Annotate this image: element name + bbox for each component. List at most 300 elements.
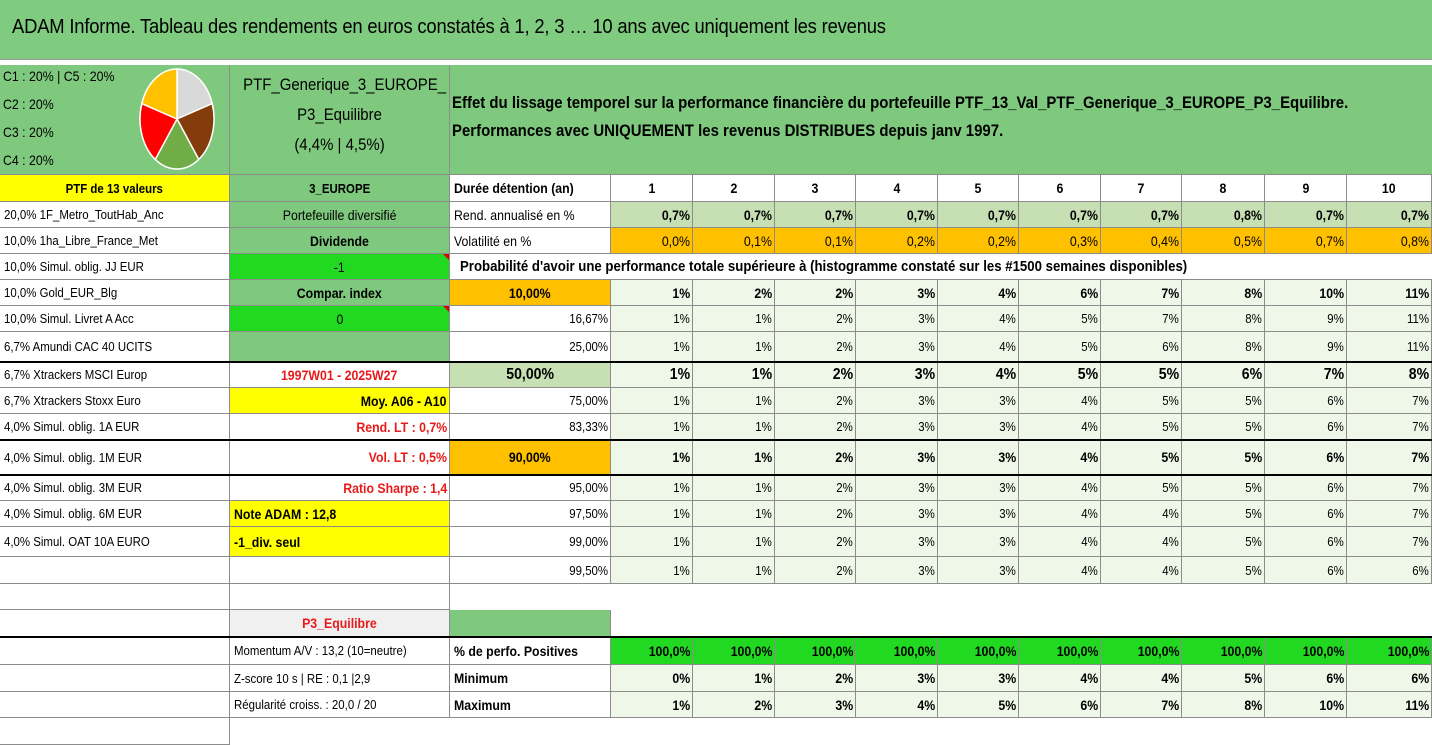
- portfolio-type: [230, 202, 450, 228]
- empty-left-cell: [0, 637, 230, 665]
- year-header: [611, 175, 693, 202]
- momentum-text: Momentum A/V : 13,2 (10=neutre): [234, 643, 407, 658]
- vol-value: [938, 228, 1019, 254]
- probability-value-text: 3%: [999, 480, 1016, 495]
- year-header-text: 2: [730, 180, 737, 196]
- maximum-value: [1182, 692, 1265, 718]
- probability-value: [1182, 557, 1265, 584]
- probability-value: [1347, 527, 1432, 557]
- probability-value-text: 7%: [1412, 419, 1429, 434]
- year-header: [1347, 175, 1432, 202]
- probability-value-text: 3%: [998, 449, 1016, 465]
- probability-value: [1101, 440, 1182, 475]
- profile-swatch: [450, 610, 611, 637]
- probability-value: [1101, 557, 1182, 584]
- rend-lt: [230, 414, 450, 440]
- vol-value: [693, 228, 775, 254]
- probability-value-text: 1%: [755, 339, 772, 354]
- empty-mid-cell: [230, 332, 450, 362]
- probability-value-text: 2%: [836, 419, 853, 434]
- probability-threshold-text: 90,00%: [509, 449, 551, 465]
- probability-value: [1019, 501, 1101, 527]
- probability-value-text: 4%: [1080, 449, 1098, 465]
- probability-value: [1182, 501, 1265, 527]
- income-type: [230, 228, 450, 254]
- rend-value-text: 0,7%: [824, 206, 853, 223]
- probability-value: [1182, 332, 1265, 362]
- probability-value: [1347, 501, 1432, 527]
- probability-value: [1101, 280, 1182, 306]
- pie-legend-c1-c5: C1 : 20% | C5 : 20%: [3, 68, 115, 84]
- year-header-text: 8: [1219, 180, 1227, 196]
- probability-value-text: 4%: [1162, 534, 1179, 549]
- probability-value: [1265, 306, 1347, 332]
- maximum-value: [693, 692, 775, 718]
- maximum-value: [1347, 692, 1432, 718]
- probability-value: [611, 280, 693, 306]
- probability-value-text: 1%: [673, 562, 690, 578]
- zero-flag-text: 0: [336, 310, 343, 327]
- probability-value-text: 1%: [751, 365, 772, 383]
- probability-threshold: [450, 475, 611, 501]
- vol-value-text: 0,1%: [743, 232, 772, 249]
- description-line2: Performances avec UNIQUEMENT les revenus DISTRIBUES depuis janv 1997.: [452, 121, 1004, 140]
- probability-value: [693, 501, 775, 527]
- ptf-count-label: [0, 175, 230, 202]
- minimum-label: [450, 665, 611, 692]
- minimum-label-text: Minimum: [454, 670, 509, 686]
- vol-value: [1101, 228, 1182, 254]
- year-header: [1019, 175, 1101, 202]
- probability-value: [1101, 475, 1182, 501]
- minimum-value: [1101, 665, 1182, 692]
- probability-value-text: 8%: [1245, 339, 1262, 354]
- probability-value: [856, 527, 938, 557]
- minimum-value-text: 3%: [917, 670, 935, 686]
- probability-threshold: [450, 414, 611, 440]
- rend-value-text: 0,7%: [906, 206, 935, 223]
- row-separator: [0, 439, 1432, 441]
- probability-value-text: 4%: [1162, 506, 1179, 521]
- probability-value: [1182, 306, 1265, 332]
- probability-value-text: 1%: [673, 419, 690, 434]
- probability-value-text: 2%: [836, 534, 853, 549]
- year-header-text: 4: [893, 180, 900, 196]
- row-separator: [0, 474, 1432, 476]
- holding-row-text: 10,0% Simul. Livret A Acc: [4, 311, 134, 326]
- pie-legend-c2: C2 : 20%: [3, 96, 54, 112]
- maximum-value-text: 2%: [754, 696, 772, 713]
- rend-value-text: 0,8%: [1233, 206, 1262, 223]
- positive-perf-value-text: 100,0%: [1056, 642, 1098, 659]
- probability-value-text: 8%: [1244, 284, 1262, 301]
- positive-perf-label: [450, 637, 611, 665]
- year-header: [775, 175, 856, 202]
- probability-value-text: 5%: [1162, 419, 1179, 434]
- rend-value-text: 0,7%: [1400, 206, 1429, 223]
- probability-value: [693, 362, 775, 388]
- probability-value-text: 6%: [1327, 419, 1344, 434]
- minimum-value-text: 0%: [672, 670, 690, 686]
- z-score-text: Z-score 10 s | RE : 0,1 |2,9: [234, 670, 371, 686]
- probability-value-text: 6%: [1412, 562, 1429, 578]
- holding-row-text: 10,0% 1ha_Libre_France_Met: [4, 233, 158, 248]
- probability-threshold: [450, 440, 611, 475]
- holding-row: [0, 362, 230, 388]
- allocation-pie-chart: [138, 67, 216, 171]
- rend-value-text: 0,7%: [1315, 206, 1344, 223]
- probability-value-text: 11%: [1405, 284, 1429, 301]
- probability-value: [1019, 440, 1101, 475]
- report-title-bar: [0, 0, 1432, 60]
- probability-value-text: 1%: [755, 506, 772, 521]
- probability-value-text: 8%: [1245, 311, 1262, 326]
- minimum-value: [693, 665, 775, 692]
- probability-value: [1019, 527, 1101, 557]
- probability-value: [938, 501, 1019, 527]
- probability-value-text: 4%: [999, 311, 1016, 326]
- probability-value: [1265, 527, 1347, 557]
- probability-value-text: 3%: [918, 393, 935, 408]
- vol-value: [775, 228, 856, 254]
- probability-value-text: 5%: [1245, 419, 1262, 434]
- holding-row-text: 4,0% Simul. oblig. 3M EUR: [4, 480, 142, 495]
- vol-lt-text: Vol. LT : 0,5%: [368, 449, 447, 465]
- sharpe-ratio-text: Ratio Sharpe : 1,4: [342, 479, 447, 496]
- positive-perf-value: [1101, 637, 1182, 665]
- rend-value: [856, 202, 938, 228]
- probability-value-text: 5%: [1245, 480, 1262, 495]
- probability-value-text: 5%: [1081, 311, 1098, 326]
- probability-value: [775, 362, 856, 388]
- probability-value: [775, 388, 856, 414]
- probability-value: [611, 414, 693, 440]
- vol-value: [1347, 228, 1432, 254]
- empty-left-cell: [0, 665, 230, 692]
- probability-value-text: 5%: [1245, 562, 1262, 578]
- probability-value-text: 5%: [1244, 449, 1262, 465]
- rend-value: [611, 202, 693, 228]
- probability-value: [1101, 306, 1182, 332]
- rend-lt-text: Rend. LT : 0,7%: [356, 418, 447, 435]
- profile-label-text: P3_Equilibre: [302, 615, 377, 631]
- probability-value-text: 7%: [1411, 449, 1429, 465]
- probability-value-text: 3%: [999, 562, 1016, 578]
- probability-value: [611, 557, 693, 584]
- positive-perf-label-text: % de perfo. Positives: [454, 642, 578, 659]
- vol-label-text: Volatilité en %: [454, 232, 532, 249]
- probability-value: [1101, 501, 1182, 527]
- probability-value: [1182, 527, 1265, 557]
- probability-threshold: [450, 306, 611, 332]
- probability-value-text: 2%: [836, 562, 853, 578]
- probability-value: [1182, 280, 1265, 306]
- minimum-value: [1265, 665, 1347, 692]
- period-range: [230, 362, 450, 388]
- holding-row: [0, 254, 230, 280]
- probability-value-text: 2%: [832, 365, 853, 383]
- probability-value: [693, 475, 775, 501]
- probability-value: [938, 527, 1019, 557]
- probability-value-text: 1%: [755, 562, 772, 578]
- probability-value: [693, 332, 775, 362]
- minimum-value-text: 3%: [998, 670, 1016, 686]
- holding-row-text: 10,0% Simul. oblig. JJ EUR: [4, 259, 144, 274]
- holding-row-text: 6,7% Xtrackers Stoxx Euro: [4, 393, 141, 408]
- probability-value: [1019, 280, 1101, 306]
- probability-threshold-text: 10,00%: [509, 284, 551, 301]
- probability-value: [1347, 440, 1432, 475]
- row-separator: [0, 361, 1432, 363]
- duration-label: [450, 175, 611, 202]
- positive-perf-value: [693, 637, 775, 665]
- probability-value: [1019, 332, 1101, 362]
- probability-value: [1019, 557, 1101, 584]
- probability-value: [856, 388, 938, 414]
- probability-value-text: 8%: [1408, 365, 1429, 383]
- probability-threshold: [450, 501, 611, 527]
- probability-value: [1182, 414, 1265, 440]
- probability-value: [693, 280, 775, 306]
- probability-value-text: 1%: [672, 449, 690, 465]
- empty-left-cell: [0, 692, 230, 718]
- positive-perf-value-text: 100,0%: [893, 642, 935, 659]
- probability-value: [611, 388, 693, 414]
- probability-value-text: 2%: [836, 506, 853, 521]
- probability-value: [611, 475, 693, 501]
- probability-value-text: 7%: [1412, 534, 1429, 549]
- minimum-value: [938, 665, 1019, 692]
- minimum-value-text: 1%: [754, 670, 772, 686]
- probability-value: [1019, 306, 1101, 332]
- rend-value-text: 0,7%: [1069, 206, 1098, 223]
- probability-value: [693, 306, 775, 332]
- pie-legend-c3: C3 : 20%: [3, 124, 54, 140]
- positive-perf-value-text: 100,0%: [1387, 642, 1429, 659]
- probability-value-text: 2%: [836, 339, 853, 354]
- probability-value-text: 1%: [669, 365, 690, 383]
- probability-value-text: 2%: [836, 311, 853, 326]
- probability-value: [1101, 362, 1182, 388]
- rend-value: [938, 202, 1019, 228]
- probability-threshold: [450, 388, 611, 414]
- vol-value-text: 0,2%: [906, 232, 935, 249]
- ptf-count-label-text: PTF de 13 valeurs: [65, 180, 164, 196]
- year-header: [1182, 175, 1265, 202]
- probability-value: [611, 332, 693, 362]
- vol-value-text: 0,5%: [1233, 232, 1262, 249]
- probability-title: [450, 254, 1432, 280]
- allocation-pie-cell: [0, 65, 230, 175]
- adam-note: [230, 501, 450, 527]
- probability-value: [1347, 475, 1432, 501]
- probability-value: [1265, 475, 1347, 501]
- probability-value-text: 6%: [1327, 534, 1344, 549]
- probability-value: [611, 362, 693, 388]
- income-type-text: Dividende: [310, 232, 369, 249]
- holding-row: [0, 332, 230, 362]
- probability-value: [1347, 557, 1432, 584]
- probability-value-text: 7%: [1412, 393, 1429, 408]
- zero-flag: [230, 306, 450, 332]
- probability-value: [1265, 388, 1347, 414]
- vol-value-text: 0,2%: [987, 232, 1016, 249]
- rend-label-text: Rend. annualisé en %: [454, 206, 575, 223]
- vol-value-text: 0,0%: [661, 232, 690, 249]
- probability-value-text: 3%: [918, 562, 935, 578]
- probability-value: [856, 306, 938, 332]
- momentum: [230, 637, 450, 665]
- probability-value: [856, 557, 938, 584]
- probability-threshold: [450, 557, 611, 584]
- maximum-value-text: 10%: [1319, 696, 1344, 713]
- probability-value-text: 3%: [999, 393, 1016, 408]
- portfolio-name-line3: (4,4% | 4,5%): [294, 135, 385, 154]
- probability-value-text: 5%: [1162, 480, 1179, 495]
- probability-value-text: 7%: [1161, 284, 1179, 301]
- probability-value: [1347, 332, 1432, 362]
- probability-value-text: 9%: [1327, 311, 1344, 326]
- probability-value-text: 1%: [673, 534, 690, 549]
- holding-row-text: 4,0% Simul. oblig. 1A EUR: [4, 419, 140, 434]
- holding-row: [0, 388, 230, 414]
- year-header-text: 7: [1137, 180, 1145, 196]
- probability-threshold-text: 99,50%: [569, 562, 608, 578]
- probability-value-text: 1%: [672, 284, 690, 301]
- probability-threshold: [450, 527, 611, 557]
- probability-value: [693, 440, 775, 475]
- div-only: [230, 527, 450, 557]
- probability-value: [938, 414, 1019, 440]
- rend-value: [1019, 202, 1101, 228]
- vol-value: [856, 228, 938, 254]
- positive-perf-value: [1019, 637, 1101, 665]
- minimum-value: [1182, 665, 1265, 692]
- probability-value-text: 6%: [1327, 480, 1344, 495]
- probability-value-text: 11%: [1406, 339, 1429, 354]
- average-label-text: Moy. A06 - A10: [361, 392, 447, 409]
- year-header: [1265, 175, 1347, 202]
- minimum-value: [775, 665, 856, 692]
- maximum-value-text: 8%: [1244, 696, 1262, 713]
- probability-value: [1265, 332, 1347, 362]
- positive-perf-value-text: 100,0%: [1137, 642, 1179, 659]
- probability-value-text: 3%: [917, 449, 935, 465]
- probability-value-text: 4%: [1081, 562, 1098, 578]
- period-range-text: 1997W01 - 2025W27: [281, 366, 398, 383]
- probability-value: [693, 527, 775, 557]
- year-header-text: 9: [1302, 180, 1309, 196]
- holding-row: [0, 475, 230, 501]
- positive-perf-value: [775, 637, 856, 665]
- probability-value: [775, 527, 856, 557]
- description-line1: Effet du lissage temporel sur la performance financière du portefeuille PTF_13_Val_PTF_Generique_3_EUROPE_P3_Equilibre.: [452, 93, 1349, 112]
- probability-value-text: 6%: [1080, 284, 1098, 301]
- probability-value-text: 3%: [918, 311, 935, 326]
- year-header-text: 3: [811, 180, 819, 196]
- probability-value: [775, 501, 856, 527]
- rend-value: [1101, 202, 1182, 228]
- positive-perf-value-text: 100,0%: [1302, 642, 1344, 659]
- vol-value: [611, 228, 693, 254]
- probability-value-text: 4%: [1081, 480, 1098, 495]
- positive-perf-value: [1347, 637, 1432, 665]
- year-header: [693, 175, 775, 202]
- probability-value: [938, 280, 1019, 306]
- probability-value-text: 1%: [755, 419, 772, 434]
- holding-row-text: 10,0% Gold_EUR_Blg: [4, 285, 118, 300]
- holding-row-text: 6,7% Amundi CAC 40 UCITS: [4, 339, 153, 354]
- vol-value-text: 0,1%: [824, 232, 853, 249]
- probability-value-text: 7%: [1412, 506, 1429, 521]
- probability-value: [1265, 440, 1347, 475]
- holding-row: [0, 280, 230, 306]
- maximum-value-text: 11%: [1405, 696, 1429, 713]
- probability-value-text: 5%: [1245, 506, 1262, 521]
- holding-row-text: 4,0% Simul. OAT 10A EURO: [4, 534, 150, 549]
- positive-perf-value-text: 100,0%: [648, 642, 690, 659]
- probability-value-text: 1%: [673, 506, 690, 521]
- probability-value-text: 1%: [673, 339, 690, 354]
- probability-value-text: 6%: [1327, 393, 1344, 408]
- holding-row: [0, 228, 230, 254]
- probability-value-text: 9%: [1327, 339, 1344, 354]
- probability-value-text: 5%: [1162, 393, 1179, 408]
- probability-value-text: 4%: [1081, 534, 1098, 549]
- holding-row: [0, 527, 230, 557]
- empty-left-cell: [0, 557, 230, 584]
- probability-value: [856, 414, 938, 440]
- vol-value: [1265, 228, 1347, 254]
- positive-perf-value-text: 100,0%: [1220, 642, 1262, 659]
- probability-value-text: 1%: [755, 480, 772, 495]
- probability-value-text: 6%: [1327, 506, 1344, 521]
- report-title: ADAM Informe. Tableau des rendements en euros constatés à 1, 2, 3 … 10 ans avec uniquement les revenus: [12, 16, 886, 38]
- maximum-value-text: 1%: [672, 696, 690, 713]
- probability-value-text: 3%: [918, 339, 935, 354]
- probability-threshold-text: 83,33%: [569, 419, 608, 434]
- probability-value-text: 2%: [835, 284, 853, 301]
- minimum-value: [1019, 665, 1101, 692]
- minus-one-flag-text: -1: [334, 258, 345, 275]
- portfolio-type-text: Portefeuille diversifié: [282, 206, 397, 223]
- probability-value: [693, 414, 775, 440]
- div-only-text: -1_div. seul: [234, 533, 301, 550]
- vol-value-text: 0,3%: [1069, 232, 1098, 249]
- probability-threshold-text: 50,00%: [506, 365, 554, 383]
- probability-value-text: 6%: [1162, 339, 1179, 354]
- empty-left-cell: [0, 610, 230, 637]
- minimum-value: [611, 665, 693, 692]
- vol-value-text: 0,4%: [1150, 232, 1179, 249]
- positive-perf-value: [1265, 637, 1347, 665]
- probability-value: [938, 362, 1019, 388]
- compar-index-label-text: Compar. index: [297, 284, 382, 301]
- vol-label: [450, 228, 611, 254]
- holding-row-text: 6,7% Xtrackers MSCI Europ: [4, 367, 148, 382]
- probability-value-text: 2%: [835, 449, 853, 465]
- year-header-text: 10: [1382, 180, 1396, 196]
- probability-threshold-text: 95,00%: [569, 480, 608, 495]
- regularity-text: Régularité croiss. : 20,0 / 20: [234, 697, 377, 712]
- probability-value: [1347, 414, 1432, 440]
- probability-value-text: 11%: [1406, 311, 1429, 326]
- probability-value: [1019, 362, 1101, 388]
- probability-threshold: [450, 362, 611, 388]
- year-header-text: 5: [974, 180, 982, 196]
- probability-value: [611, 440, 693, 475]
- probability-value: [856, 280, 938, 306]
